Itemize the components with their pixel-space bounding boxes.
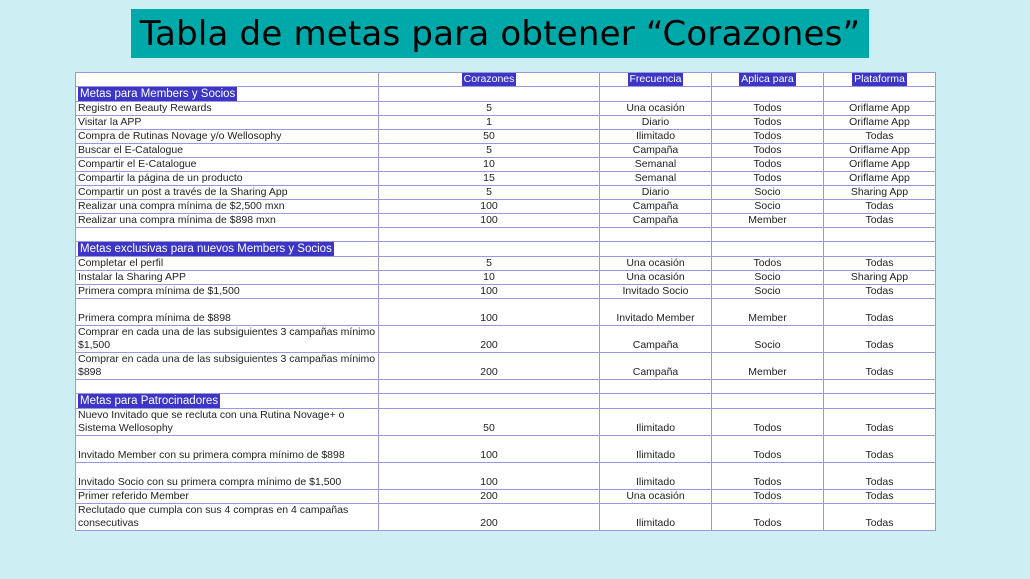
empty-cell (600, 394, 712, 409)
goal-cell: Compartir el E-Catalogue (76, 158, 379, 172)
column-header-cell (600, 73, 712, 87)
empty-cell (712, 87, 824, 102)
column-header: Plataforma (854, 73, 905, 85)
applies-to-cell: Socio (712, 285, 824, 299)
empty-cell (379, 394, 600, 409)
hearts-cell: 100 (379, 200, 600, 214)
hearts-cell: 200 (379, 326, 600, 353)
hearts-cell: 15 (379, 172, 600, 186)
column-header-cell (824, 73, 936, 87)
goal-cell: Nuevo Invitado que se recluta con una Rutina Novage+ o Sistema Wellosophy (76, 409, 379, 436)
table-row (76, 409, 936, 436)
applies-to-cell: Socio (712, 326, 824, 353)
goal-cell: Primera compra mínima de $1,500 (76, 285, 379, 299)
empty-cell (379, 380, 600, 394)
empty-cell (712, 380, 824, 394)
goal-cell: Invitado Socio con su primera compra mínimo de $1,500 (76, 463, 379, 490)
hearts-cell: 10 (379, 158, 600, 172)
spacer-row (76, 228, 936, 242)
goal-cell: Registro en Beauty Rewards (76, 102, 379, 116)
platform-cell: Oriflame App (824, 158, 936, 172)
empty-cell (379, 87, 600, 102)
hearts-cell: 100 (379, 214, 600, 228)
platform-cell: Todas (824, 200, 936, 214)
empty-cell (379, 242, 600, 257)
empty-cell (712, 394, 824, 409)
frequency-cell: Ilimitado (600, 504, 712, 531)
column-header: Corazones (463, 73, 515, 85)
page-title: Tabla de metas para obtener “Corazones” (139, 13, 861, 54)
title-banner (131, 9, 869, 58)
platform-cell: Todas (824, 214, 936, 228)
applies-to-cell: Todos (712, 158, 824, 172)
platform-cell: Todas (824, 436, 936, 463)
frequency-cell: Campaña (600, 144, 712, 158)
empty-cell (76, 228, 379, 242)
hearts-cell: 5 (379, 102, 600, 116)
table-row (76, 271, 936, 285)
platform-cell: Todas (824, 353, 936, 380)
empty-cell (76, 380, 379, 394)
frequency-cell: Una ocasión (600, 490, 712, 504)
table-row (76, 490, 936, 504)
frequency-cell: Campaña (600, 353, 712, 380)
applies-to-cell: Socio (712, 271, 824, 285)
platform-cell: Todas (824, 326, 936, 353)
empty-cell (824, 394, 936, 409)
frequency-cell: Una ocasión (600, 257, 712, 271)
goal-cell: Comprar en cada una de las subsiguientes 3 campañas mínimo $1,500 (76, 326, 379, 353)
hearts-cell: 5 (379, 257, 600, 271)
applies-to-cell: Todos (712, 409, 824, 436)
empty-cell (600, 228, 712, 242)
frequency-cell: Ilimitado (600, 436, 712, 463)
hearts-cell: 1 (379, 116, 600, 130)
platform-cell: Oriflame App (824, 116, 936, 130)
applies-to-cell: Todos (712, 504, 824, 531)
platform-cell: Sharing App (824, 186, 936, 200)
section-header-row (76, 394, 936, 409)
goal-cell: Realizar una compra mínima de $898 mxn (76, 214, 379, 228)
applies-to-cell: Todos (712, 144, 824, 158)
platform-cell: Sharing App (824, 271, 936, 285)
section-title-cell (76, 242, 379, 257)
table-row (76, 285, 936, 299)
section-title: Metas para Members y Socios (80, 88, 236, 100)
hearts-cell: 200 (379, 490, 600, 504)
frequency-cell: Semanal (600, 158, 712, 172)
hearts-cell: 200 (379, 504, 600, 531)
column-header-cell (712, 73, 824, 87)
hearts-cell: 5 (379, 186, 600, 200)
hearts-cell: 100 (379, 299, 600, 326)
empty-cell (824, 228, 936, 242)
goal-cell: Primer referido Member (76, 490, 379, 504)
table-row (76, 353, 936, 380)
section-header-row (76, 242, 936, 257)
goal-cell: Realizar una compra mínima de $2,500 mxn (76, 200, 379, 214)
applies-to-cell: Member (712, 214, 824, 228)
empty-cell (600, 380, 712, 394)
applies-to-cell: Todos (712, 436, 824, 463)
hearts-cell: 100 (379, 285, 600, 299)
goal-cell: Compartir la página de un producto (76, 172, 379, 186)
column-header: Aplica para (741, 73, 794, 85)
table-row (76, 130, 936, 144)
frequency-cell: Invitado Socio (600, 285, 712, 299)
empty-cell (379, 228, 600, 242)
goal-cell: Comprar en cada una de las subsiguientes 3 campañas mínimo $898 (76, 353, 379, 380)
goal-cell: Completar el perfil (76, 257, 379, 271)
platform-cell: Todas (824, 130, 936, 144)
table-row (76, 214, 936, 228)
platform-cell: Todas (824, 257, 936, 271)
section-header-row (76, 87, 936, 102)
goal-cell: Instalar la Sharing APP (76, 271, 379, 285)
platform-cell: Todas (824, 409, 936, 436)
frequency-cell: Campaña (600, 214, 712, 228)
column-header: Frecuencia (629, 73, 682, 85)
applies-to-cell: Member (712, 353, 824, 380)
table-row (76, 172, 936, 186)
empty-cell (600, 242, 712, 257)
empty-cell (824, 87, 936, 102)
goals-table (75, 72, 936, 531)
applies-to-cell: Todos (712, 172, 824, 186)
applies-to-cell: Todos (712, 116, 824, 130)
platform-cell: Todas (824, 299, 936, 326)
platform-cell: Todas (824, 504, 936, 531)
applies-to-cell: Member (712, 299, 824, 326)
hearts-cell: 50 (379, 130, 600, 144)
table-row (76, 102, 936, 116)
empty-cell (600, 87, 712, 102)
goal-cell: Primera compra mínima de $898 (76, 299, 379, 326)
section-title-cell (76, 87, 379, 102)
empty-cell (712, 242, 824, 257)
frequency-cell: Ilimitado (600, 130, 712, 144)
hearts-cell: 200 (379, 353, 600, 380)
applies-to-cell: Todos (712, 490, 824, 504)
hearts-cell: 50 (379, 409, 600, 436)
platform-cell: Todas (824, 285, 936, 299)
applies-to-cell: Todos (712, 463, 824, 490)
frequency-cell: Campaña (600, 200, 712, 214)
applies-to-cell: Todos (712, 257, 824, 271)
frequency-cell: Diario (600, 116, 712, 130)
table-row (76, 463, 936, 490)
empty-cell (712, 228, 824, 242)
frequency-cell: Campaña (600, 326, 712, 353)
platform-cell: Oriflame App (824, 102, 936, 116)
table-row (76, 158, 936, 172)
table-row (76, 144, 936, 158)
spacer-row (76, 380, 936, 394)
section-title: Metas para Patrocinadores (80, 395, 219, 407)
frequency-cell: Ilimitado (600, 463, 712, 490)
goal-cell: Buscar el E-Catalogue (76, 144, 379, 158)
header-empty-cell (76, 73, 379, 87)
hearts-cell: 10 (379, 271, 600, 285)
hearts-cell: 5 (379, 144, 600, 158)
goal-cell: Visitar la APP (76, 116, 379, 130)
frequency-cell: Una ocasión (600, 102, 712, 116)
applies-to-cell: Todos (712, 102, 824, 116)
platform-cell: Todas (824, 490, 936, 504)
table-row (76, 326, 936, 353)
empty-cell (824, 242, 936, 257)
table-row (76, 116, 936, 130)
goal-cell: Reclutado que cumpla con sus 4 compras en 4 campañas consecutivas (76, 504, 379, 531)
table-row (76, 257, 936, 271)
hearts-cell: 100 (379, 463, 600, 490)
goal-cell: Compartir un post a través de la Sharing App (76, 186, 379, 200)
applies-to-cell: Socio (712, 200, 824, 214)
section-title-cell (76, 394, 379, 409)
platform-cell: Oriflame App (824, 172, 936, 186)
column-header-cell (379, 73, 600, 87)
goal-cell: Invitado Member con su primera compra mínimo de $898 (76, 436, 379, 463)
header-row (76, 73, 936, 87)
section-title: Metas exclusivas para nuevos Members y Socios (80, 243, 332, 255)
applies-to-cell: Todos (712, 130, 824, 144)
table-row (76, 200, 936, 214)
platform-cell: Todas (824, 463, 936, 490)
frequency-cell: Invitado Member (600, 299, 712, 326)
table-row (76, 299, 936, 326)
applies-to-cell: Socio (712, 186, 824, 200)
goal-cell: Compra de Rutinas Novage y/o Wellosophy (76, 130, 379, 144)
table-row (76, 504, 936, 531)
frequency-cell: Ilimitado (600, 409, 712, 436)
hearts-cell: 100 (379, 436, 600, 463)
platform-cell: Oriflame App (824, 144, 936, 158)
frequency-cell: Semanal (600, 172, 712, 186)
empty-cell (824, 380, 936, 394)
table-row (76, 436, 936, 463)
frequency-cell: Una ocasión (600, 271, 712, 285)
frequency-cell: Diario (600, 186, 712, 200)
table-row (76, 186, 936, 200)
